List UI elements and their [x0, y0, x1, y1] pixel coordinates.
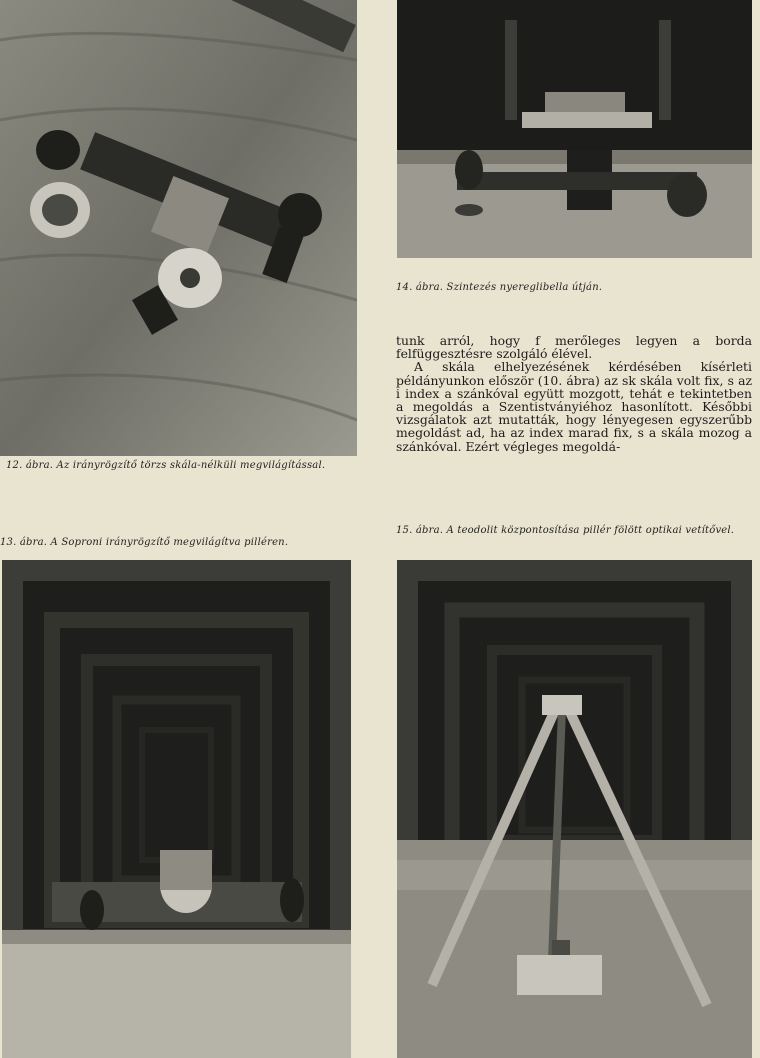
figure-14-photo	[397, 0, 752, 258]
figure-15-photo	[397, 560, 752, 1058]
body-text	[396, 334, 752, 453]
figure-12-caption: 12. ábra. Az irányrögzítő törzs skála-nélküli megvilágítással.	[6, 460, 326, 471]
figure-13-photo	[2, 560, 351, 1058]
figure-12-photo	[0, 0, 357, 456]
figure-14-caption: 14. ábra. Szintezés nyereglibella útján.	[396, 282, 603, 293]
figure-15-caption: 15. ábra. A teodolit központosítása pillér fölött optikai vetítővel.	[396, 525, 735, 536]
body-paragraph-1: tunk arról, hogy f merőleges legyen a borda felfüggesztésre szolgáló élével.	[396, 333, 752, 362]
figure-13-caption: 13. ábra. A Soproni irányrögzítő megvilágítva pilléren.	[0, 537, 289, 548]
body-paragraph-2: A skála elhelyezésének kérdésében kísérleti példányunkon először (10. ábra) az sk skála volt fix, s az i index a szánkóval együtt mozgott, tehát e tekintetben a megoldás a Szentistványiéhoz hasonlított. Későbbi vizsgálatok azt mutatták, hogy lényegesen egyszerűbb megoldást ad, ha az index marad fix, s a skála mozog a szánkóval. Ezért végleges megoldá-	[396, 359, 752, 454]
